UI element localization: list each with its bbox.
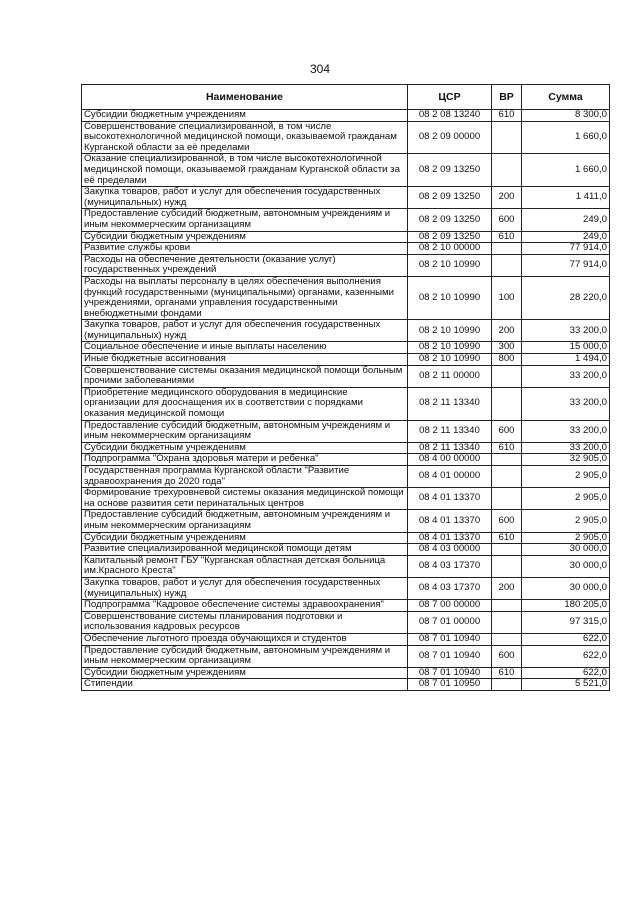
row-csr: 08 4 01 13370 <box>408 510 492 532</box>
row-vr: 200 <box>492 187 522 209</box>
table-row <box>82 442 610 454</box>
row-csr: 08 2 09 13250 <box>408 231 492 243</box>
row-sum: 30 000,0 <box>522 555 610 577</box>
row-vr <box>492 679 522 691</box>
row-vr: 600 <box>492 209 522 231</box>
row-vr: 600 <box>492 420 522 442</box>
row-vr <box>492 243 522 255</box>
row-name: Формирование трехуровневой системы оказания медицинской помощи на основе развития сети перинатальных центров <box>82 488 408 510</box>
table-row <box>82 243 610 255</box>
row-csr: 08 2 09 13250 <box>408 187 492 209</box>
row-vr: 610 <box>492 110 522 122</box>
row-name: Предоставление субсидий бюджетным, автономным учреждениям и иным некоммерческим организациям <box>82 645 408 667</box>
table-row <box>82 154 610 187</box>
row-csr: 08 4 01 13370 <box>408 488 492 510</box>
row-vr: 300 <box>492 342 522 354</box>
row-name: Закупка товаров, работ и услуг для обеспечения государственных (муниципальных) нужд <box>82 577 408 599</box>
table-row <box>82 342 610 354</box>
row-vr: 610 <box>492 442 522 454</box>
row-sum: 77 914,0 <box>522 243 610 255</box>
table-row <box>82 354 610 366</box>
row-name: Совершенствование специализированной, в том числе высокотехнологичной медицинской помощи, оказываемой гражданам Курганской области за её пределами <box>82 121 408 154</box>
row-sum: 249,0 <box>522 209 610 231</box>
table-row <box>82 209 610 231</box>
table-row <box>82 231 610 243</box>
row-name: Субсидии бюджетным учреждениям <box>82 667 408 679</box>
row-sum: 1 660,0 <box>522 121 610 154</box>
row-name: Развитие службы крови <box>82 243 408 255</box>
row-sum: 8 300,0 <box>522 110 610 122</box>
row-csr: 08 2 10 00000 <box>408 243 492 255</box>
row-vr: 800 <box>492 354 522 366</box>
row-csr: 08 2 11 00000 <box>408 365 492 387</box>
table-row <box>82 679 610 691</box>
row-vr <box>492 254 522 276</box>
row-sum: 30 000,0 <box>522 544 610 556</box>
row-vr <box>492 365 522 387</box>
table-row <box>82 611 610 633</box>
row-sum: 1 660,0 <box>522 154 610 187</box>
row-name: Приобретение медицинского оборудования в медицинские организации для дооснащения их в соответствии с порядками оказания медицинской помощи <box>82 387 408 420</box>
header-csr: ЦСР <box>408 85 492 110</box>
row-sum: 180 205,0 <box>522 600 610 612</box>
row-csr: 08 2 10 10990 <box>408 320 492 342</box>
table-row <box>82 667 610 679</box>
page-number: 304 <box>309 62 331 76</box>
row-csr: 08 2 10 10990 <box>408 342 492 354</box>
row-csr: 08 7 00 00000 <box>408 600 492 612</box>
row-csr: 08 4 03 17370 <box>408 555 492 577</box>
table-row <box>82 320 610 342</box>
row-sum: 33 200,0 <box>522 420 610 442</box>
row-csr: 08 7 01 00000 <box>408 611 492 633</box>
row-name: Капитальный ремонт ГБУ "Курганская областная детская больница им.Красного Креста" <box>82 555 408 577</box>
row-name: Стипендии <box>82 679 408 691</box>
header-sum: Сумма <box>522 85 610 110</box>
table-row <box>82 254 610 276</box>
row-csr: 08 7 01 10940 <box>408 633 492 645</box>
table-row <box>82 577 610 599</box>
table-row <box>82 544 610 556</box>
table-row <box>82 600 610 612</box>
row-vr <box>492 600 522 612</box>
row-vr <box>492 555 522 577</box>
table-row <box>82 466 610 488</box>
row-csr: 08 4 03 17370 <box>408 577 492 599</box>
table-row <box>82 510 610 532</box>
header-name: Наименование <box>82 85 408 110</box>
row-sum: 28 220,0 <box>522 276 610 319</box>
row-name: Предоставление субсидий бюджетным, автономным учреждениям и иным некоммерческим организациям <box>82 209 408 231</box>
row-csr: 08 2 11 13340 <box>408 420 492 442</box>
row-vr: 610 <box>492 667 522 679</box>
row-sum: 15 000,0 <box>522 342 610 354</box>
row-csr: 08 4 01 00000 <box>408 466 492 488</box>
row-csr: 08 2 11 13340 <box>408 387 492 420</box>
row-csr: 08 7 01 10950 <box>408 679 492 691</box>
row-sum: 30 000,0 <box>522 577 610 599</box>
row-csr: 08 2 08 13240 <box>408 110 492 122</box>
row-sum: 622,0 <box>522 645 610 667</box>
row-csr: 08 2 10 10990 <box>408 276 492 319</box>
row-vr <box>492 154 522 187</box>
header-vr: ВР <box>492 85 522 110</box>
row-name: Совершенствование системы планирования подготовки и использования кадровых ресурсов <box>82 611 408 633</box>
row-vr <box>492 121 522 154</box>
row-name: Подпрограмма "Охрана здоровья матери и ребенка" <box>82 454 408 466</box>
row-sum: 2 905,0 <box>522 488 610 510</box>
table-row <box>82 121 610 154</box>
row-name: Расходы на выплаты персоналу в целях обеспечения выполнения функций государственными (муниципальными) органами, казенными учреждениями, органами управления государственными внебюджетными фондами <box>82 276 408 319</box>
table-row <box>82 387 610 420</box>
table-row <box>82 645 610 667</box>
row-csr: 08 2 09 13250 <box>408 154 492 187</box>
row-name: Развитие специализированной медицинской помощи детям <box>82 544 408 556</box>
row-name: Оказание специализированной, в том числе высокотехнологичной медицинской помощи, оказываемой гражданам Курганской области за её пределами <box>82 154 408 187</box>
row-sum: 32 905,0 <box>522 454 610 466</box>
row-vr: 200 <box>492 577 522 599</box>
row-csr: 08 7 01 10940 <box>408 667 492 679</box>
row-csr: 08 2 09 00000 <box>408 121 492 154</box>
row-vr <box>492 466 522 488</box>
row-name: Обеспечение льготного проезда обучающихся и студентов <box>82 633 408 645</box>
row-csr: 08 2 10 10990 <box>408 254 492 276</box>
row-name: Предоставление субсидий бюджетным, автономным учреждениям и иным некоммерческим организациям <box>82 420 408 442</box>
table-row <box>82 187 610 209</box>
budget-table <box>81 84 610 691</box>
table-row <box>82 276 610 319</box>
table-row <box>82 633 610 645</box>
row-sum: 2 905,0 <box>522 466 610 488</box>
row-name: Иные бюджетные ассигнования <box>82 354 408 366</box>
table-header-row <box>82 85 610 110</box>
row-sum: 622,0 <box>522 633 610 645</box>
row-vr <box>492 544 522 556</box>
table-row <box>82 365 610 387</box>
row-name: Субсидии бюджетным учреждениям <box>82 532 408 544</box>
table-row <box>82 532 610 544</box>
table-body <box>82 110 610 691</box>
row-sum: 2 905,0 <box>522 510 610 532</box>
row-sum: 1 411,0 <box>522 187 610 209</box>
row-name: Социальное обеспечение и иные выплаты населению <box>82 342 408 354</box>
row-vr <box>492 611 522 633</box>
table-row <box>82 454 610 466</box>
table-row <box>82 110 610 122</box>
row-name: Субсидии бюджетным учреждениям <box>82 231 408 243</box>
row-csr: 08 4 00 00000 <box>408 454 492 466</box>
row-vr: 610 <box>492 231 522 243</box>
row-csr: 08 2 11 13340 <box>408 442 492 454</box>
row-sum: 2 905,0 <box>522 532 610 544</box>
row-name: Расходы на обеспечение деятельности (оказание услуг) государственных учреждений <box>82 254 408 276</box>
row-sum: 249,0 <box>522 231 610 243</box>
row-vr <box>492 488 522 510</box>
table-row <box>82 420 610 442</box>
row-vr <box>492 387 522 420</box>
table-row <box>82 555 610 577</box>
row-vr: 600 <box>492 510 522 532</box>
row-sum: 97 315,0 <box>522 611 610 633</box>
row-sum: 33 200,0 <box>522 387 610 420</box>
row-name: Государственная программа Курганской области "Развитие здравоохранения до 2020 года" <box>82 466 408 488</box>
row-csr: 08 4 01 13370 <box>408 532 492 544</box>
row-name: Подпрограмма "Кадровое обеспечение системы здравоохранения" <box>82 600 408 612</box>
row-csr: 08 4 03 00000 <box>408 544 492 556</box>
row-vr <box>492 454 522 466</box>
row-csr: 08 7 01 10940 <box>408 645 492 667</box>
row-sum: 622,0 <box>522 667 610 679</box>
row-sum: 33 200,0 <box>522 320 610 342</box>
row-name: Закупка товаров, работ и услуг для обеспечения государственных (муниципальных) нужд <box>82 320 408 342</box>
row-vr: 200 <box>492 320 522 342</box>
row-sum: 5 521,0 <box>522 679 610 691</box>
row-sum: 77 914,0 <box>522 254 610 276</box>
row-sum: 1 494,0 <box>522 354 610 366</box>
row-vr: 610 <box>492 532 522 544</box>
row-vr <box>492 633 522 645</box>
row-sum: 33 200,0 <box>522 365 610 387</box>
table-row <box>82 488 610 510</box>
row-name: Субсидии бюджетным учреждениям <box>82 442 408 454</box>
row-name: Субсидии бюджетным учреждениям <box>82 110 408 122</box>
row-vr: 600 <box>492 645 522 667</box>
row-csr: 08 2 10 10990 <box>408 354 492 366</box>
row-csr: 08 2 09 13250 <box>408 209 492 231</box>
row-vr: 100 <box>492 276 522 319</box>
row-name: Закупка товаров, работ и услуг для обеспечения государственных (муниципальных) нужд <box>82 187 408 209</box>
row-name: Совершенствование системы оказания медицинской помощи больным прочими заболеваниями <box>82 365 408 387</box>
row-sum: 33 200,0 <box>522 442 610 454</box>
row-name: Предоставление субсидий бюджетным, автономным учреждениям и иным некоммерческим организациям <box>82 510 408 532</box>
